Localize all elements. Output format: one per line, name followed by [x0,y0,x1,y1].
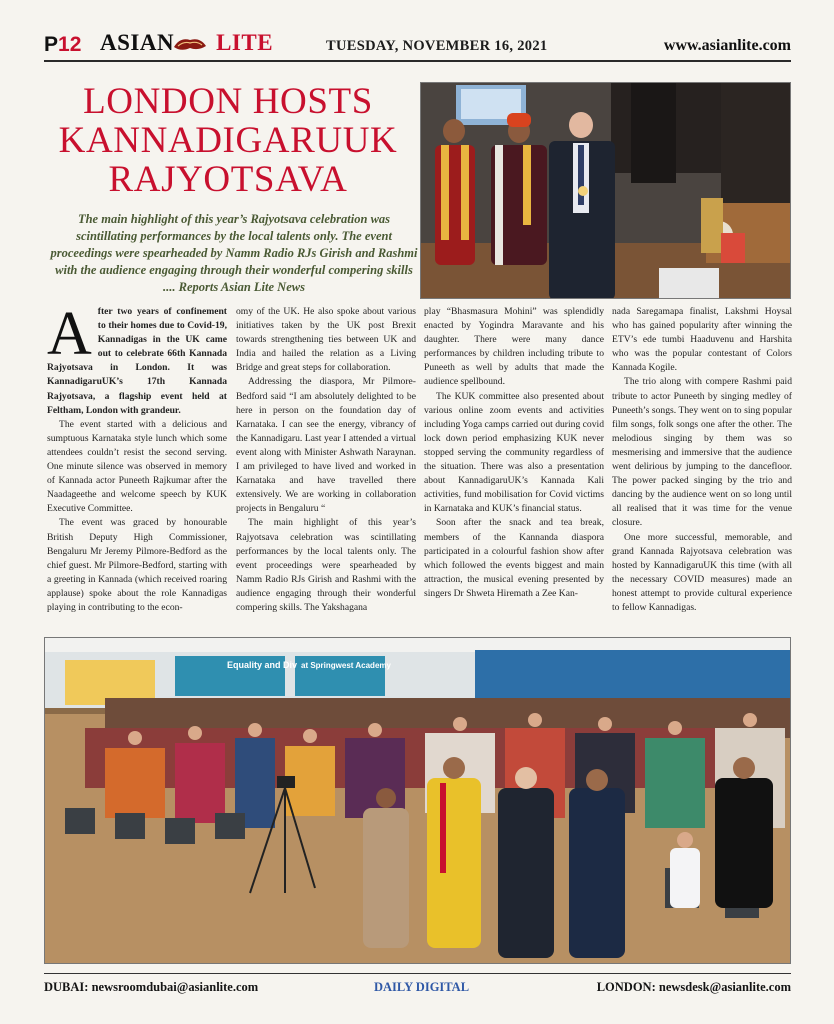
article-standfirst: The main highlight of this year’s Rajyotsava celebration was scintillating performances by the local talents only. The event proceedings were spearheaded by Namm Radio RJs Girish and Rashmi with the audience engaging through their wonderful compering skills .... Reports Asian Lite News [50,212,418,294]
page-number: P12 [44,33,82,56]
footer-london-email[interactable]: LONDON: newsdesk@asianlite.com [596,980,791,994]
dateline: TUESDAY, NOVEMBER 16, 2021 [326,38,548,54]
paragraph: The trio along with compere Rashmi paid tribute to actor Puneeth by singing medley of Puneeth’s songs. They went on to sing popular film songs, folk songs one after the other. The melodious singing by them was so mesmerising and immersive that the audience went delirious by jumping to the dancefloor. The power packed singing by the trio and dancing by the audience went on so long until all realised that it was time for the venue closure. [612,376,792,529]
article-column-4 [612,305,792,615]
paragraph: The KUK committee also presented about various online zoom events and activities including Yoga camps carried out during covid lock down period emphasizing KUK never stopped serving the community regardless of the situation. There was also a presentation about KannadigaruUK’s Kannada Kali activities, fund mobilisation for Covid victims in Karnataka and KUK’s financial status. [424,390,604,515]
photo-audience-hall [44,637,791,964]
tiger-emblem-icon [172,35,208,53]
footer-daily-digital: DAILY DIGITAL [374,980,470,994]
paragraph: nada Saregamapa finalist, Lakshmi Hoysal who has gained popularity after winning the ETV’s ede tumbi Haaduvenu and Harshita who was the popular contestant of Colors Kannada Kogile. [612,306,792,374]
sign-academy: at Springwest Academy [301,661,391,670]
paragraph: One more successful, memorable, and grand Kannada Rajyotsava celebration was hosted by KannadigaruUK this time (with all the necessary COVID measures) made an honest attempt to provide cultural experience to fellow Kannadigas. [612,531,792,613]
paragraph: Addressing the diaspora, Mr Pilmore-Bedford said “I am absolutely delighted to be here in person on the foundation day of Karnataka. I can see the energy, vibrancy of the Kannadigaru. Last year I attended a virtual event along with Minister Ashwath Naraynan. I am privileged to have lived and worked in Karnataka and have travelled there extensively. We are working in collaboration projects in Bengaluru “ [236,376,416,515]
footer-dubai-email[interactable]: DUBAI: newsroomdubai@asianlite.com [44,980,259,994]
footer-rule [44,973,791,974]
masthead-rule [44,60,791,62]
lamp-lighting-photo [421,83,791,299]
paragraph: Soon after the snack and tea break, members of the Kannanda diaspora participated in a colourful fashion show after which followed the events biggest and main attraction, the musical evening presented by singers Dr Shweta Hiremath a Zee Kan- [424,517,604,599]
lead-paragraph [47,300,227,418]
brand-asian: ASIAN [100,30,175,55]
article-column-3 [424,305,604,601]
paragraph: omy of the UK. He also spoke about various initiatives taken by the UK post Brexit towards strengthening ties between UK and India and hailed the relation as a Living Bridge and great steps for collaboration. [236,306,416,374]
sign-equality: Equality and Div [227,660,298,670]
article-column-1 [47,300,227,615]
article-headline: LONDON HOSTS KANNADIGARUUK RAJYOTSAVA [58,81,398,200]
audience-hall-photo [45,638,791,964]
brand-lite: LITE [216,30,274,55]
website-url[interactable]: www.asianlite.com [663,37,791,54]
paragraph: The main highlight of this year’s Rajyotsava celebration was scintillating performances by the local talents only. The event proceedings were spearheaded by Namm Radio RJs Girish and Rashmi with the audience engaging through their wonderful compering skills. The Yakshagana [236,517,416,613]
article-column-2 [236,305,416,615]
paragraph: The event was graced by honourable British Deputy High Commissioner, Bengaluru Mr Jeremy Pilmore-Bedford as the chief guest. Mr Pilmore-Bedford, starting with a greeting in Kannada (which received roaring applause) spoke about the role Kannadigas playing in contributing to the econ- [47,517,227,613]
drop-cap: A [47,300,92,368]
lead-text: fter two years of confinement to their homes due to Covid-19, Kannadigas in the UK came out to celebrate 66th Kannada Rajyotsava in London. It was KannadigaruUK’s 17th Kannada Rajyotsava, a flagship event held at Feltham, London with grandeur. [47,306,227,416]
photo-lamp-lighting [420,82,791,299]
paragraph: The event started with a delicious and sumptuous Karnataka style lunch which some attendees couldn’t resist the second serving. One minute silence was observed in memory of Kannada actor Puneeth Rajkumar after the Naadageethe and welcome speech by KUK Executive Committee. [47,418,227,515]
masthead [44,30,791,62]
paragraph: play “Bhasmasura Mohini” was splendidly enacted by Yogindra Maravante and his daughter. There were many dance performances by children including tribute to Puneeth as well by adults that made the audience spellbound. [424,306,604,388]
